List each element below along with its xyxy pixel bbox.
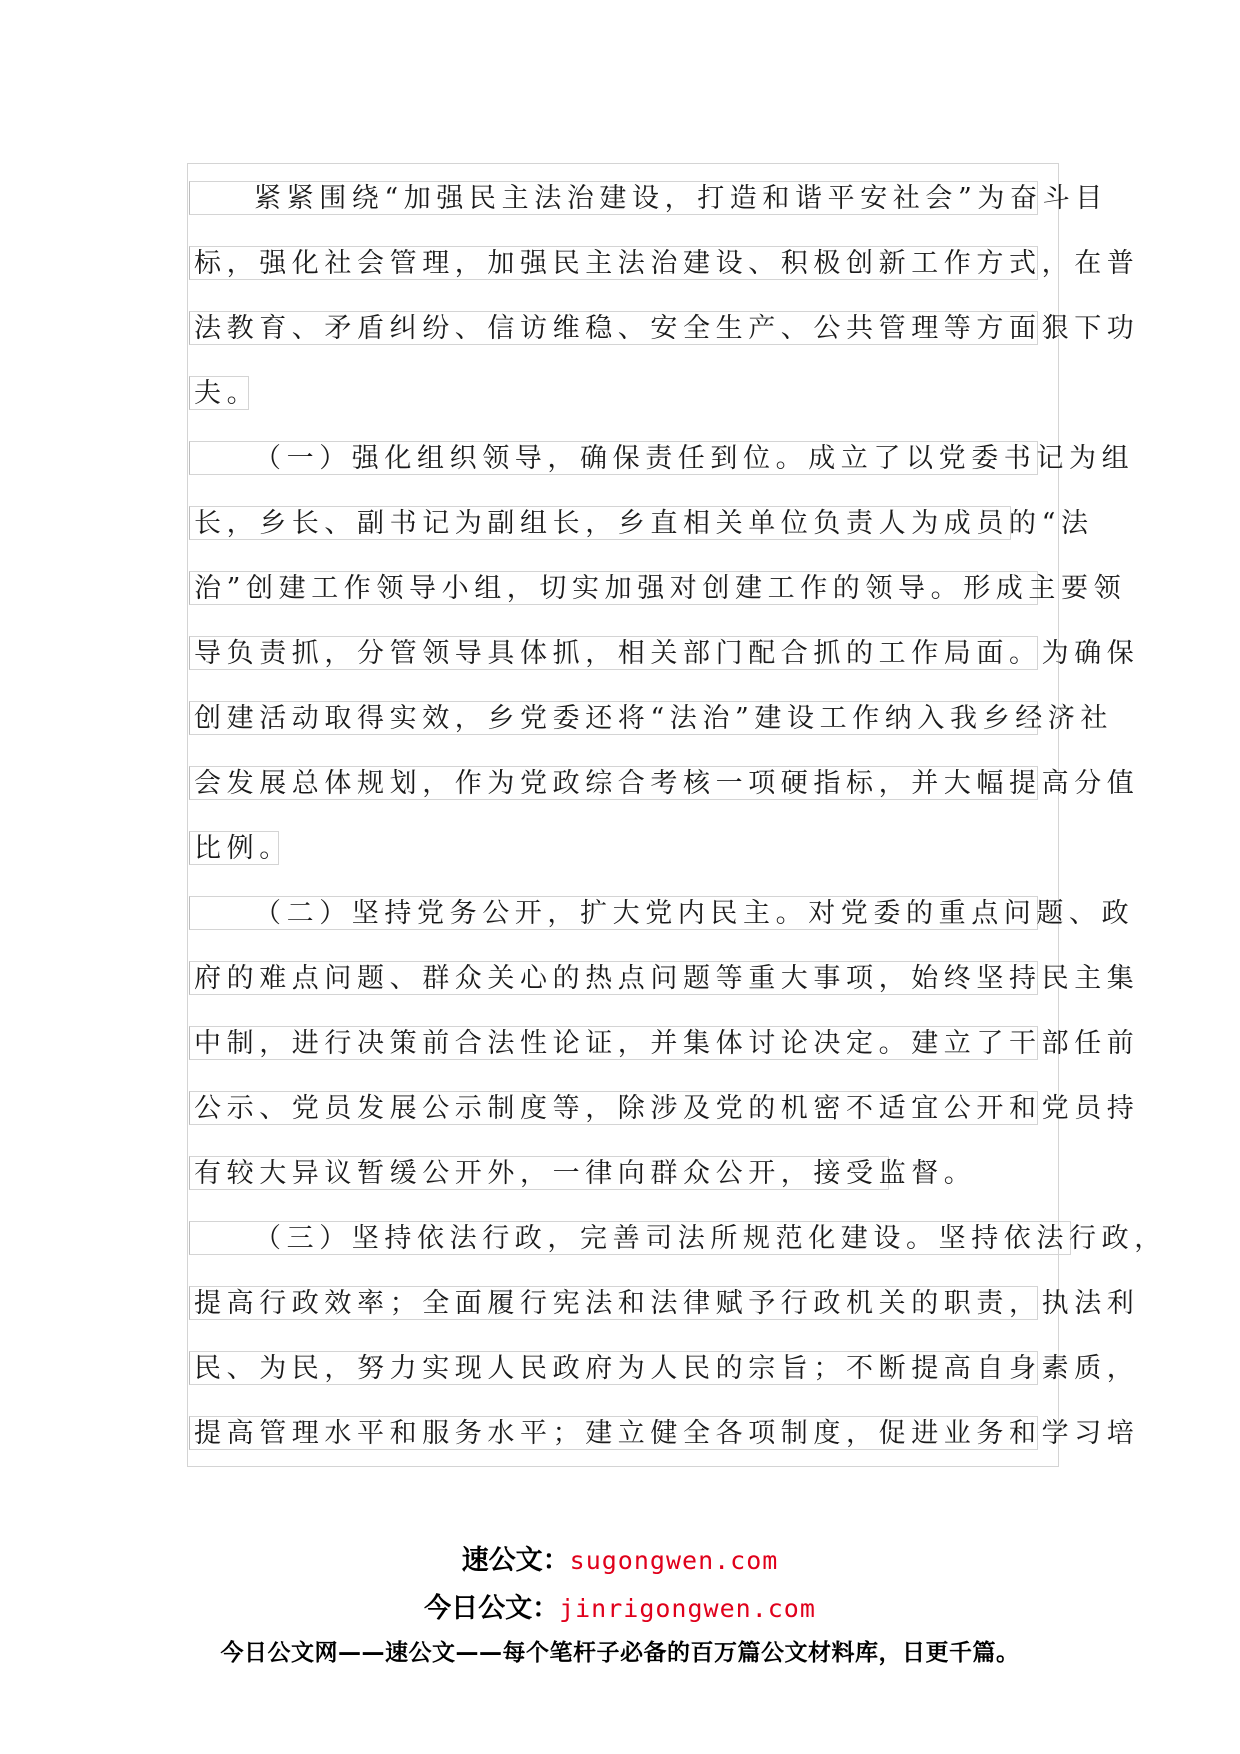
paragraph-line: （二）坚持党务公开，扩大党内民主。对党委的重点问题、政 bbox=[189, 896, 1038, 930]
paragraph-line: 夫。 bbox=[189, 376, 249, 410]
paragraph-line: 标，强化社会管理，加强民主法治建设、积极创新工作方式，在普 bbox=[189, 246, 1038, 280]
paragraph-line: 长，乡长、副书记为副组长，乡直相关单位负责人为成员的“法 bbox=[189, 506, 1011, 540]
paragraph-line: 民、为民，努力实现人民政府为人民的宗旨；不断提高自身素质， bbox=[189, 1351, 1038, 1385]
paragraph-line: 中制，进行决策前合法性论证，并集体讨论决定。建立了干部任前 bbox=[189, 1026, 1038, 1060]
paragraph-line: （三）坚持依法行政，完善司法所规范化建设。坚持依法行政， bbox=[189, 1221, 1071, 1255]
footer-site-2 bbox=[0, 1586, 1240, 1625]
paragraph-line: 导负责抓，分管领导具体抓，相关部门配合抓的工作局面。为确保 bbox=[189, 636, 1038, 670]
paragraph-line: 公示、党员发展公示制度等，除涉及党的机密不适宜公开和党员持 bbox=[189, 1091, 1038, 1125]
paragraph-line: （一）强化组织领导，确保责任到位。成立了以党委书记为组 bbox=[189, 441, 1038, 475]
paragraph-line: 法教育、矛盾纠纷、信访维稳、安全生产、公共管理等方面狠下功 bbox=[189, 311, 1038, 345]
paragraph-line: 比例。 bbox=[189, 831, 279, 865]
paragraph-line: 会发展总体规划，作为党政综合考核一项硬指标，并大幅提高分值 bbox=[189, 766, 1038, 800]
footer-site-1 bbox=[0, 1538, 1240, 1577]
paragraph-line: 府的难点问题、群众关心的热点问题等重大事项，始终坚持民主集 bbox=[189, 961, 1038, 995]
site-label: 速公文： bbox=[461, 1545, 570, 1576]
site-label: 今日公文： bbox=[424, 1593, 560, 1624]
footer-tagline: 今日公文网——速公文——每个笔杆子必备的百万篇公文材料库，日更千篇。 bbox=[220, 1640, 1020, 1666]
paragraph-line: 提高行政效率；全面履行宪法和法律赋予行政机关的职责，执法利 bbox=[189, 1286, 1038, 1320]
paragraph-line: 紧紧围绕“加强民主法治建设，打造和谐平安社会”为奋斗目 bbox=[189, 181, 1038, 215]
site-url-link[interactable]: sugongwen.com bbox=[569, 1546, 779, 1575]
site-url-link[interactable]: jinrigongwen.com bbox=[559, 1594, 816, 1623]
paragraph-line: 提高管理水平和服务水平；建立健全各项制度，促进业务和学习培 bbox=[189, 1416, 1038, 1450]
paragraph-line: 治”创建工作领导小组，切实加强对创建工作的领导。形成主要领 bbox=[189, 571, 1038, 605]
paragraph-line: 有较大异议暂缓公开外，一律向群众公开，接受监督。 bbox=[189, 1156, 889, 1190]
text-frame bbox=[187, 163, 1059, 1467]
paragraph-line: 创建活动取得实效，乡党委还将“法治”建设工作纳入我乡经济社 bbox=[189, 701, 1038, 735]
